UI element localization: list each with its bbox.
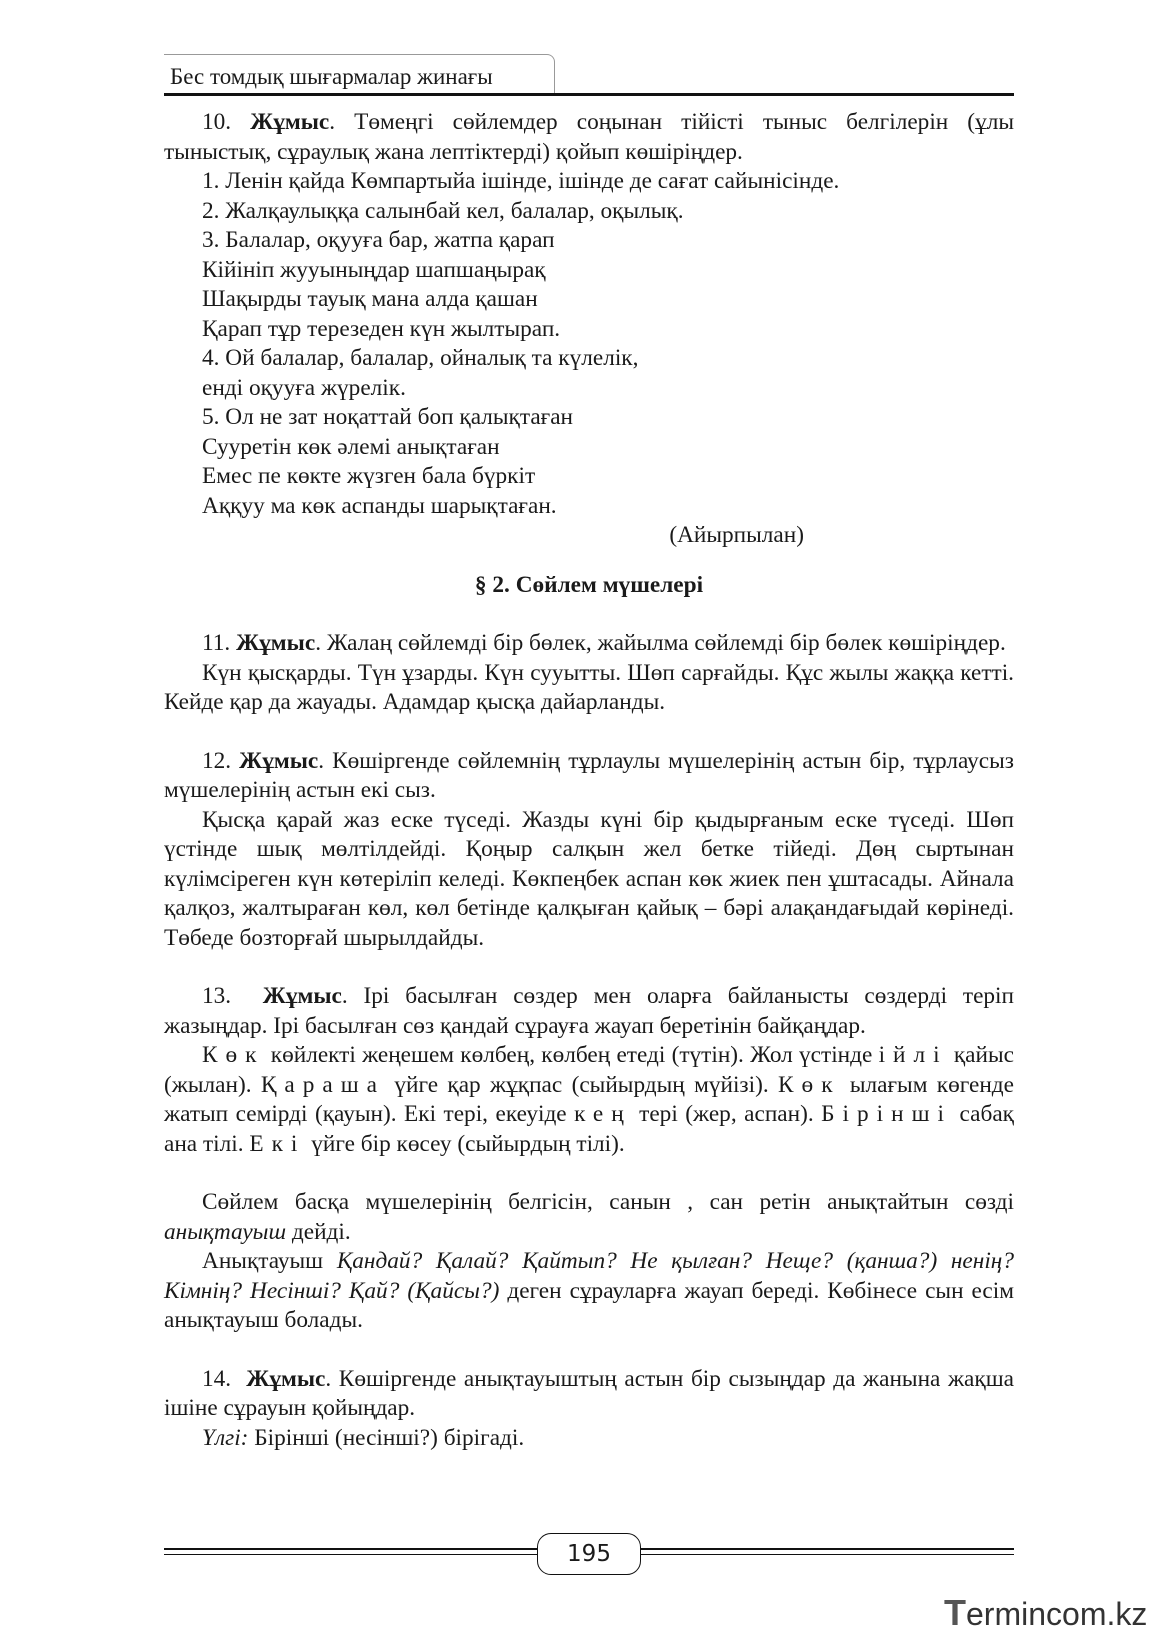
exercise-12-body: Қысқа қарай жаз еске түседі. Жазды күні бір қыдырғаным еске түседі. Шөп үстінде шық мөлтілдейді. Қоңыр салқын жел бетке тійеді. Дөң сыртынан күлімсіреген күн көтеріліп келеді. Көкпеңбек аспан көк жиек пен ұштасады. Айнала қалқоз, жалтыраған көл, көл бетінде қалқыған қайық – бәрі алақандағыдай көрінеді. Төбеде бозторғай шырылдайды. xyxy=(164,806,1014,951)
exercise-14-instruction: 14. Жұмыс. Көшіргенде анықтауыштың астын бір сызыңдар да жанына жақша ішіне сұрауын қойыңдар. xyxy=(164,1365,1014,1421)
page-content xyxy=(164,108,1014,1453)
page-footer xyxy=(164,1530,1014,1580)
exercise-line: Емес пе көкте жүзген бала бүркіт xyxy=(202,463,536,489)
header-rule xyxy=(164,93,1014,96)
exercise-line: Аққуу ма көк аспанды шарықтаған. xyxy=(202,492,557,519)
exercise-label: Жұмыс xyxy=(250,109,330,135)
footer-rule-left-thin xyxy=(164,1554,537,1555)
exercise-line: 1. Ленін қайда Көмпартыйа ішінде, ішінде де сағат сайынісінде. xyxy=(202,168,840,194)
question-list: Қандай? Қалай? Қайтып? Не қылған? Неще? (қанша?) ненің? Кімнің? Несінші? Қай? (Қайсы?) xyxy=(164,1248,1015,1304)
sample-label: Үлгі: xyxy=(202,1424,249,1451)
exercise-14-sample: Үлгі: Бірінші (несінші?) бірігаді. xyxy=(202,1424,525,1451)
exercise-12-instruction: 12. Жұмыс. Көшіргенде сөйлемнің тұрлаулы мүшелерінің астын бір, тұрлаусыз мүшелерінің астын екі сыз. xyxy=(164,747,1015,803)
exercise-label: Жұмыс xyxy=(236,630,316,656)
footer-rule-right xyxy=(641,1548,1014,1550)
spaced-word: Бірінші xyxy=(821,1101,953,1127)
page-number: 195 xyxy=(537,1533,641,1575)
spaced-word: Көк xyxy=(778,1071,841,1098)
spaced-word: Қараша xyxy=(260,1071,386,1098)
book-title: Бес томдық шығармалар жинағы xyxy=(170,64,493,89)
running-header xyxy=(164,54,1014,94)
exercise-13-body: Көк көйлекті жеңешем көлбең, көлбең етеді (түтін). Жол үстінде ійлі қайыс (жылан). Қараша үйге қар жұқпас (сыйырдың мүйізі). Көк ылағым көгенде жатып семірді (қауын). Екі тері, екеуіде кең тері (жер, аспан). Бірінші сабақ ана тілі. Екі үйге бір көсеу (сыйырдың тілі). xyxy=(164,1042,1014,1157)
spaced-word: кең xyxy=(574,1101,632,1127)
poem-author: (Айырпылан) xyxy=(669,522,804,548)
exercise-line: Шақырды тауық мана алда қашан xyxy=(202,286,538,312)
exercise-line: 3. Балалар, оқууға бар, жатпа қарап xyxy=(202,227,555,253)
footer-rule-left xyxy=(164,1548,537,1550)
rule-definition: Сөйлем басқа мүшелерінің белгісін, санын , сан ретін анықтайтын сөзді анықтауыш дейді. xyxy=(164,1189,1014,1245)
exercise-line: 2. Жалқаулыққа салынбай кел, балалар, оқылық. xyxy=(202,197,684,224)
section-heading: § 2. Сөйлем мүшелері xyxy=(474,571,704,598)
footer-rule-right-thin xyxy=(641,1554,1014,1555)
exercise-label: Жұмыс xyxy=(246,1365,326,1392)
exercise-label: Жұмыс xyxy=(239,747,319,774)
exercise-label: Жұмыс xyxy=(262,983,342,1009)
exercise-11-body: Күн қысқарды. Түн ұзарды. Күн сууытты. Шөп сарғайды. Құс жылы жаққа кетті. Кейде қар да жауады. Адамдар қысқа дайарланды. xyxy=(164,659,1014,715)
exercise-11-instruction: 11. Жұмыс. Жалаң сөйлемді бір бөлек, жайылма сөйлемді бір бөлек көшіріңдер. xyxy=(202,630,1006,656)
exercise-line: Сууретін көк әлемі анықтаған xyxy=(202,433,500,460)
watermark-logo: Termincom.kz xyxy=(944,1592,1148,1633)
term: анықтауыш xyxy=(164,1218,287,1245)
spaced-word: Екі xyxy=(249,1130,306,1157)
exercise-line: Кійініп жууыныңдар шапшаңырақ xyxy=(202,256,546,283)
exercise-line: 5. Ол не зат ноқаттай боп қалықтаған xyxy=(202,404,574,430)
exercise-line: енді оқууға жүрелік. xyxy=(202,374,406,401)
spaced-word: Көк xyxy=(202,1042,265,1068)
rule-questions: Анықтауыш Қандай? Қалай? Қайтып? Не қылған? Неще? (қанша?) ненің? Кімнің? Несінші? Қай? (Қайсы?) деген сұрауларға жауап береді. Көбінесе сын есім анықтауыш болады. xyxy=(164,1248,1015,1333)
exercise-line: 4. Ой балалар, балалар, ойналық та күлелік, xyxy=(202,345,639,371)
exercise-line: Қарап тұр терезеден күн жылтырап. xyxy=(202,315,561,342)
spaced-word: ійлі xyxy=(878,1042,948,1068)
exercise-13-instruction: 13. Жұмыс. Ірі басылған сөздер мен оларға байланысты сөздерді теріп жазыңдар. Ірі басылған сөз қандай сұрауға жауап беретінін байқаңдар. xyxy=(164,983,1014,1039)
exercise-10-instruction: 10. Жұмыс. Төмеңгі сөйлемдер соңынан тійісті тыныс белгілерін (ұлы тыныстық, сұраулық жана лептіктерді) қойып көшіріңдер. xyxy=(164,109,1014,165)
